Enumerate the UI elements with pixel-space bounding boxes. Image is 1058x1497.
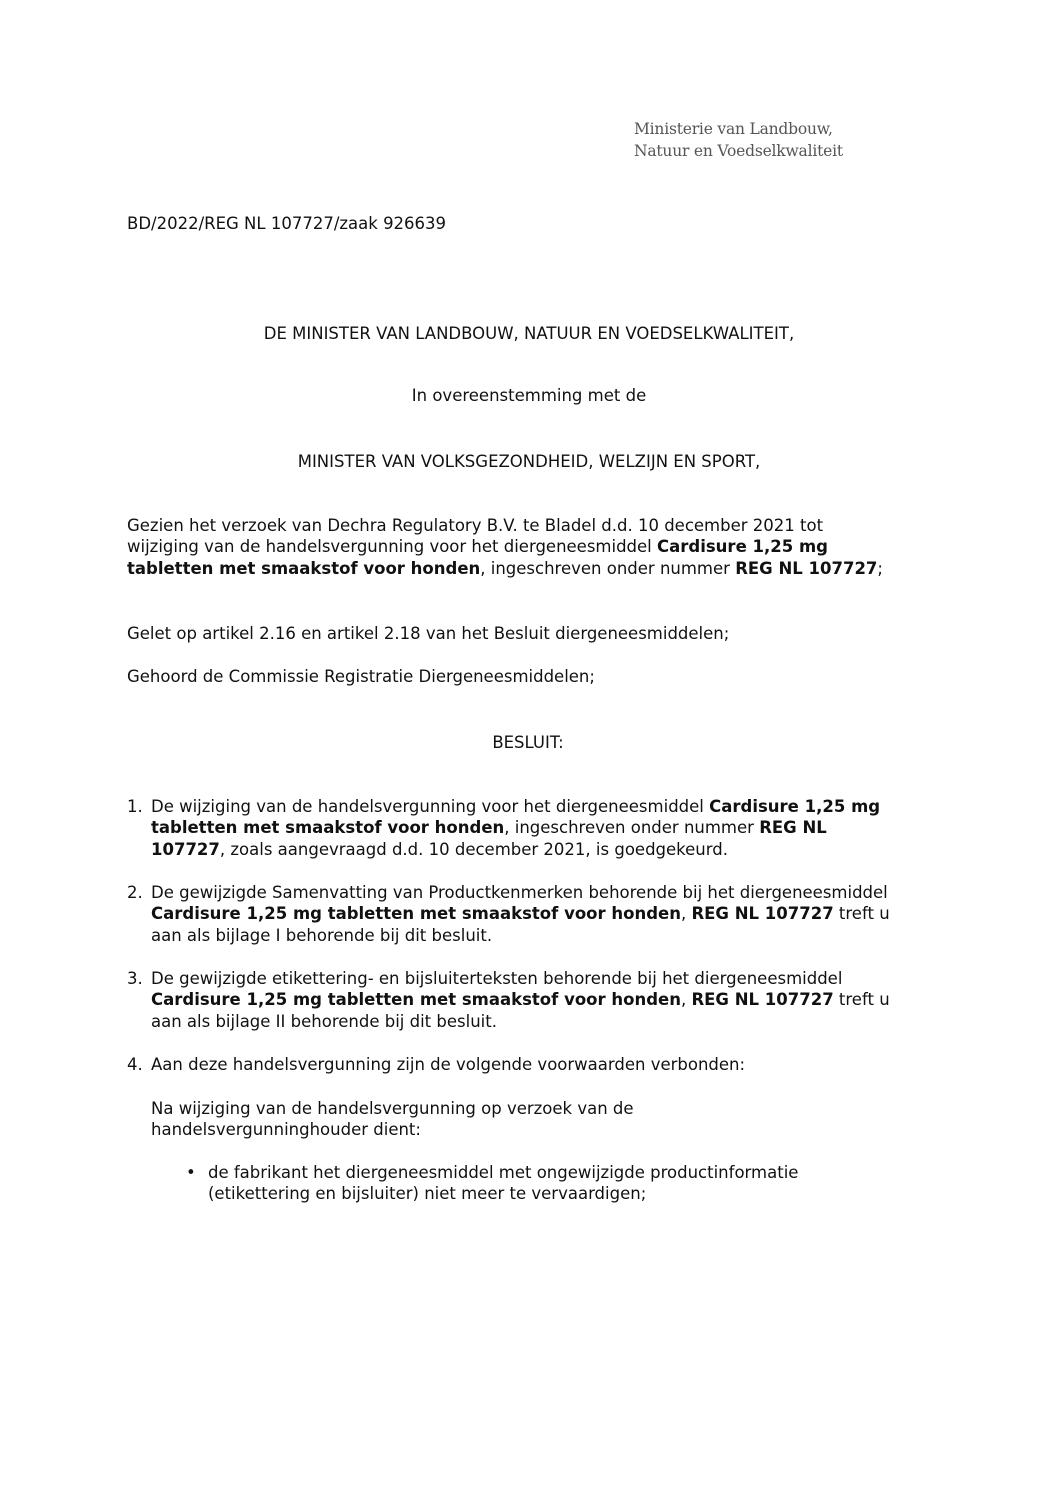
ministry-name-line1: Ministerie van Landbouw, [634, 120, 833, 138]
ministry-logo-text [634, 118, 843, 162]
product-name: Cardisure 1,25 mg tabletten met smaakstof voor honden [151, 797, 881, 838]
item-text-3: , zoals aangevraagd d.d. 10 december 2021, is goedgekeurd. [219, 839, 728, 859]
item-number: 3. [127, 969, 143, 988]
decision-item-4 [127, 1054, 917, 1075]
ministry-name-line2: Natuur en Voedselkwaliteit [634, 142, 843, 160]
registration-number: REG NL 107727 [691, 904, 834, 924]
decision-item-2 [127, 882, 917, 946]
reference-number: BD/2022/REG NL 107727/zaak 926639 [127, 214, 447, 233]
consideration-request-text-2: , ingeschreven onder nummer [480, 558, 736, 578]
product-name: Cardisure 1,25 mg tabletten met smaakstof voor honden [151, 904, 681, 924]
item-text: De wijziging van de handelsvergunning voor het diergeneesmiddel [151, 797, 710, 816]
item-text-3: treft u aan als bijlage I behorende bij dit besluit. [151, 904, 890, 945]
condition-text: de fabrikant het diergeneesmiddel met ongewijzigde productinformatie (etikettering en bijsluiter) niet meer te vervaardigen; [208, 1163, 799, 1204]
item-text: De gewijzigde Samenvatting van Productkenmerken behorende bij het diergeneesmiddel [151, 883, 888, 902]
product-name: Cardisure 1,25 mg tabletten met smaakstof voor honden [151, 990, 681, 1010]
minister2-title: MINISTER VAN VOLKSGEZONDHEID, WELZIJN EN SPORT, [297, 452, 761, 471]
condition-bullet [186, 1162, 906, 1205]
item-text: De gewijzigde etikettering- en bijsluiterteksten behorende bij het diergeneesmiddel [151, 969, 843, 988]
item-number: 2. [127, 883, 143, 902]
item-number: 4. [127, 1055, 143, 1074]
item-text: Aan deze handelsvergunning zijn de volgende voorwaarden verbonden: [151, 1055, 746, 1074]
consideration-request-end: ; [877, 558, 883, 578]
consideration-legal-basis: Gelet op artikel 2.16 en artikel 2.18 van het Besluit diergeneesmiddelen; [127, 624, 730, 643]
item-text-2: , ingeschreven onder nummer [504, 818, 760, 838]
product-name: Cardisure 1,25 mg tabletten met smaakstof voor honden [127, 537, 828, 578]
minister-title: DE MINISTER VAN LANDBOUW, NATUUR EN VOEDSELKWALITEIT, [263, 324, 795, 343]
consideration-committee: Gehoord de Commissie Registratie Diergeneesmiddelen; [127, 667, 595, 686]
decision-heading: BESLUIT: [492, 733, 564, 752]
item-text-2: , [680, 904, 692, 924]
bullet-icon: • [186, 1163, 196, 1182]
registration-number: REG NL 107727 [691, 990, 834, 1010]
agreement-line: In overeenstemming met de [411, 386, 647, 405]
decision-item-1 [127, 796, 917, 860]
condition-intro: Na wijziging van de handelsvergunning op verzoek van de handelsvergunninghouder dient: [151, 1099, 634, 1140]
item-text-3: treft u aan als bijlage II behorende bij dit besluit. [151, 990, 890, 1031]
registration-number: REG NL 107727 [151, 818, 827, 859]
consideration-request [127, 515, 897, 579]
registration-number: REG NL 107727 [735, 558, 878, 578]
decision-item-3 [127, 968, 917, 1032]
item-text-2: , [680, 990, 692, 1010]
consideration-request-text: Gezien het verzoek van Dechra Regulatory B.V. te Bladel d.d. 10 december 2021 tot wijziging van de handelsvergunning voor het diergeneesmiddel [127, 516, 824, 557]
item-number: 1. [127, 797, 143, 816]
